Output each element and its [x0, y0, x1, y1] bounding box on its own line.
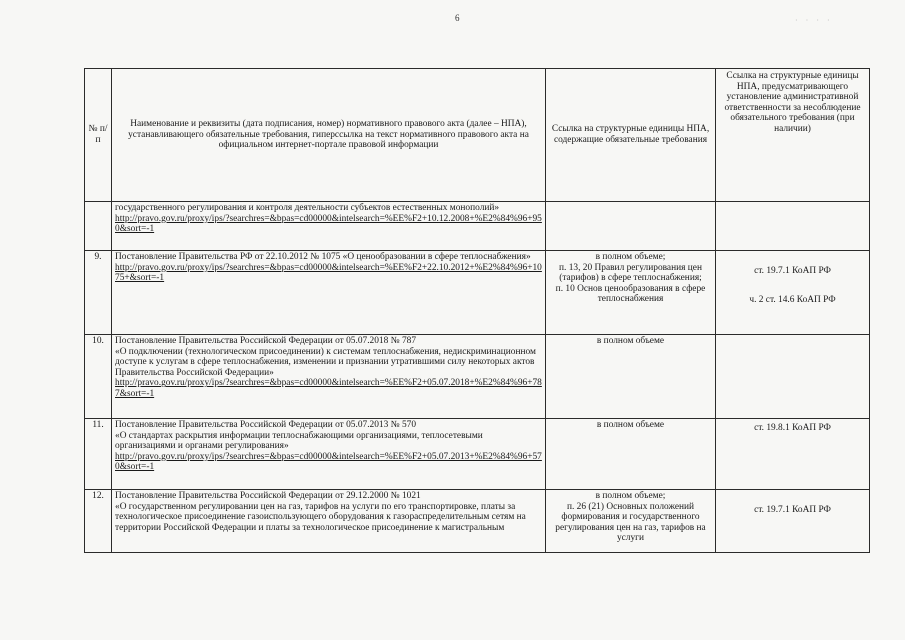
responsibility-text: ч. 2 ст. 14.6 КоАП РФ [749, 294, 836, 305]
table-row [85, 335, 870, 419]
units-text: в полном объеме [596, 420, 665, 430]
units-text: п. 10 Основ ценообразования в сфере теплоснабжения [555, 283, 706, 305]
row-responsibility-cell [716, 251, 870, 335]
row-number: 10. [85, 335, 112, 419]
pravo-link[interactable]: http://pravo.gov.ru/proxy/ips/?searchres=&bpas=cd00000&intelsearch=%EE%F2+10.12.2008+%E2%84%96+950&sort=-1 [115, 213, 542, 235]
row-name-text: государственного регулирования и контроля деятельности субъектов естественных монополий» [115, 203, 500, 213]
header-name: Наименование и реквизиты (дата подписания, номер) нормативного правового акта (далее – НПА), устанавливающего обязательные требования, гиперссылка на текст нормативного правового акта на официальном интернет-портале правовой информации [112, 69, 546, 202]
row-name-text: Постановление Правительства Российской Федерации от 05.07.2018 № 787 [115, 336, 417, 346]
table-row [85, 251, 870, 335]
scan-artifact: · · · · [795, 16, 833, 25]
pravo-link[interactable]: http://pravo.gov.ru/proxy/ips/?searchres=&bpas=cd00000&intelsearch=%EE%F2+05.07.2013+%E2%84%96+570&sort=-1 [115, 451, 542, 473]
row-name-cell [112, 490, 546, 553]
header-num: № п/п [85, 69, 112, 202]
row-number [85, 202, 112, 251]
row-number: 11. [85, 419, 112, 490]
row-name-text: Постановление Правительства РФ от 22.10.2012 № 1075 «О ценообразовании в сфере теплоснабжения» [115, 252, 531, 262]
responsibility-text: ст. 19.7.1 КоАП РФ [754, 505, 831, 515]
pravo-link[interactable]: http://pravo.gov.ru/proxy/ips/?searchres=&bpas=cd00000&intelsearch=%EE%F2+05.07.2018+%E2%84%96+787&sort=-1 [115, 378, 542, 399]
row-responsibility-cell [716, 335, 870, 419]
row-units-cell [546, 251, 716, 335]
row-name-text: Постановление Правительства Российской Федерации от 29.12.2000 № 1021 [115, 491, 421, 501]
row-name-text: «О стандартах раскрытия информации теплоснабжающими организациями, теплосетевыми организациями и органами регулирования» [115, 430, 483, 452]
row-name-text: Постановление Правительства Российской Федерации от 05.07.2013 № 570 [115, 420, 417, 430]
row-number: 9. [85, 251, 112, 335]
pravo-link[interactable]: http://pravo.gov.ru/proxy/ips/?searchres=&bpas=cd00000&intelsearch=%EE%F2+22.10.2012+%E2%84%96+1075+&sort=-1 [115, 262, 542, 284]
npa-requirements-table [84, 68, 870, 553]
row-units-cell [546, 202, 716, 251]
header-responsibility: Ссылка на структурные единицы НПА, предусматривающего установление административной ответственности за несоблюдение обязательного требования (при наличии) [716, 69, 870, 202]
row-name-text: «О подключении (технологическом присоединении) к системам теплоснабжения, недискриминационном доступе к услугам в сфере теплоснабжения, изменении и признании утратившими силу некоторых актов Правительства Российской Федерации» [115, 346, 536, 378]
row-name-text: «О государственном регулировании цен на газ, тарифов на услуги по его транспортировке, платы за технологическое присоединение газоиспользующего оборудования к газораспределительным сетям на территории Российской Федерации и платы за технологическое присоединение к магистральным [115, 501, 526, 533]
row-units-cell [546, 419, 716, 490]
responsibility-text: ст. 19.7.1 КоАП РФ [754, 266, 831, 276]
row-name-cell [112, 251, 546, 335]
row-responsibility-cell [716, 419, 870, 490]
units-text: в полном объеме; [595, 491, 666, 501]
row-name-cell [112, 335, 546, 419]
units-text: п. 26 (21) Основных положений формирования и государственного регулирования цен на газ, тарифов на услуги [555, 501, 706, 544]
table-row [85, 202, 870, 251]
units-text: в полном объеме; [595, 252, 666, 262]
row-name-cell [112, 419, 546, 490]
row-name-cell [112, 202, 546, 251]
table-row [85, 419, 870, 490]
row-units-cell [546, 490, 716, 553]
page-number: 6 [455, 13, 460, 23]
units-text: в полном объеме [596, 336, 665, 346]
row-units-cell [546, 335, 716, 419]
table-row [85, 490, 870, 553]
responsibility-text: ст. 19.8.1 КоАП РФ [754, 423, 831, 433]
row-responsibility-cell [716, 202, 870, 251]
row-number: 12. [85, 490, 112, 553]
header-units: Ссылка на структурные единицы НПА, содержащие обязательные требования [546, 69, 716, 202]
units-text: п. 13, 20 Правил регулирования цен (тарифов) в сфере теплоснабжения; [559, 262, 702, 284]
row-responsibility-cell [716, 490, 870, 553]
table-header-row [85, 69, 870, 202]
